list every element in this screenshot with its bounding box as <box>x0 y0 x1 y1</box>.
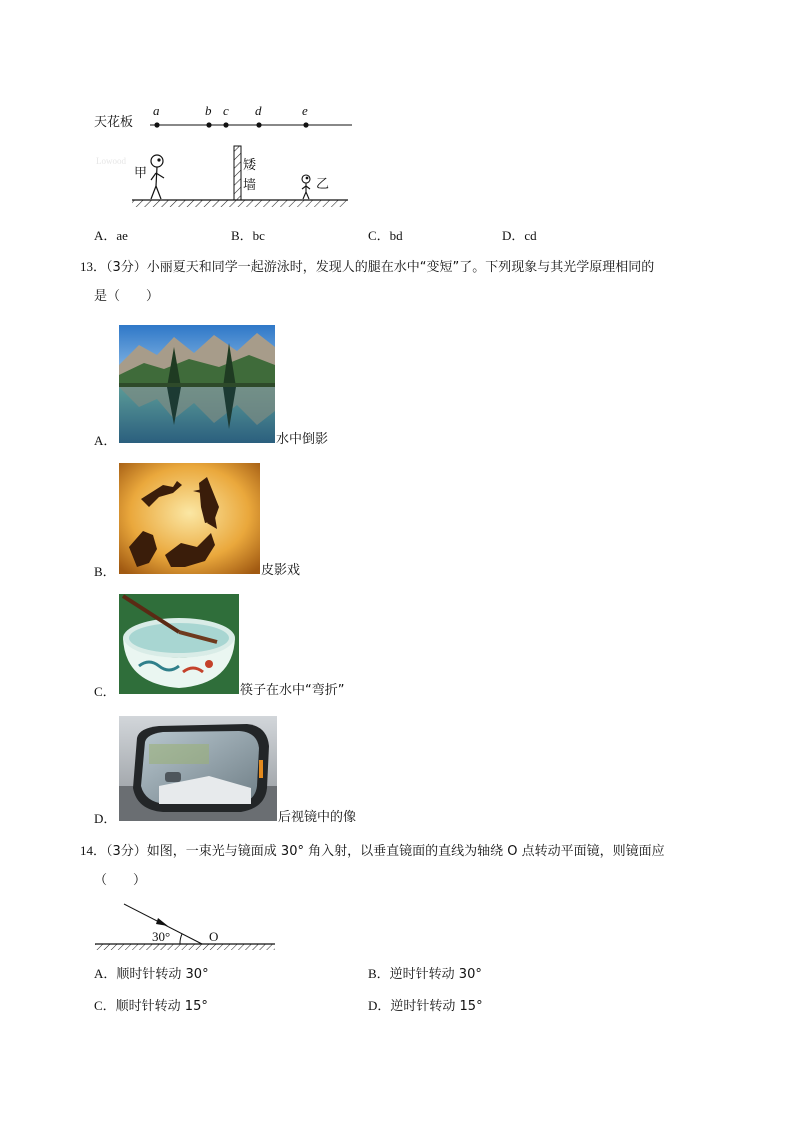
q14-option-a-letter: A． <box>94 966 117 981</box>
q14-option-a-text: 顺时针转动 30° <box>116 967 209 982</box>
q14-stem <box>80 843 665 860</box>
point-c <box>223 122 228 127</box>
point-d <box>256 122 261 127</box>
point-e <box>303 122 308 127</box>
wall-label-2: 墙 <box>243 178 257 193</box>
q14-stem-line2: （ ） <box>94 873 147 888</box>
q12-option-b-text: bc <box>252 228 265 243</box>
q13-option-a-letter: A． <box>94 433 117 448</box>
q12-option-b-letter: B． <box>231 228 253 243</box>
q12-option-c-letter: C． <box>368 228 390 243</box>
q13-option-b-photo[interactable] <box>119 463 260 574</box>
q12-option-a-text: ae <box>116 228 128 243</box>
q13-option-d-caption: 后视镜中的像 <box>278 810 357 825</box>
q13-option-b-caption: 皮影戏 <box>261 563 301 578</box>
point-label-b: b <box>205 103 212 118</box>
q14-option-c[interactable] <box>94 998 208 1015</box>
point-label-a: a <box>153 103 160 118</box>
point-label-d: d <box>255 103 262 118</box>
q13-option-d-photo[interactable] <box>119 716 277 821</box>
low-wall <box>234 146 241 200</box>
q12-figure <box>90 100 360 212</box>
q14-option-d-text: 逆时针转动 15° <box>390 999 483 1014</box>
q13-stem <box>80 259 654 276</box>
q13-option-d-letter: D． <box>94 811 117 826</box>
mirror-hatch <box>95 944 275 950</box>
angle-arc <box>180 934 182 944</box>
q12-option-a[interactable] <box>94 228 128 244</box>
point-a <box>154 122 159 127</box>
ray-arrow-icon <box>156 918 168 926</box>
q14-option-c-text: 顺时针转动 15° <box>115 999 208 1014</box>
q13-score: （3分） <box>106 260 147 275</box>
q14-point-o-label: O <box>209 929 219 944</box>
q13-option-a-photo[interactable] <box>119 325 275 443</box>
point-label-e: e <box>302 103 308 118</box>
point-b <box>206 122 211 127</box>
q13-number: 13． <box>80 259 107 274</box>
faint-watermark: Lowood <box>96 156 126 166</box>
person-yi-icon <box>302 175 310 199</box>
q12-option-d-text: cd <box>524 228 537 243</box>
q13-stem-line2: 是（ ） <box>94 289 160 304</box>
q13-stem-line1: 小丽夏天和同学一起游泳时，发现人的腿在水中“变短”了。下列现象与其光学原理相同的 <box>146 260 655 275</box>
q12-option-d-letter: D． <box>502 228 525 243</box>
q12-option-a-letter: A． <box>94 228 117 243</box>
q14-option-d[interactable] <box>368 998 483 1015</box>
wall-label-1: 矮 <box>243 158 257 173</box>
q14-number: 14． <box>80 843 107 858</box>
q12-option-d[interactable] <box>502 228 537 244</box>
ceiling-label: 天花板 <box>94 115 134 130</box>
q14-angle-label: 30° <box>152 929 171 944</box>
q12-option-c-text: bd <box>389 228 403 243</box>
q14-stem-line1: 如图，一束光与镜面成 30° 角入射，以垂直镜面的直线为轴绕 O 点转动平面镜，则镜面应 <box>146 844 665 859</box>
person-yi-label: 乙 <box>316 177 330 192</box>
person-jia-label: 甲 <box>134 166 148 181</box>
q12-option-c[interactable] <box>368 228 403 244</box>
q14-option-b[interactable] <box>368 966 482 983</box>
q14-score: （3分） <box>106 844 147 859</box>
q13-option-a-caption: 水中倒影 <box>276 432 329 447</box>
point-label-c: c <box>223 103 229 118</box>
q13-option-b-letter: B． <box>94 564 116 579</box>
q13-option-c-caption: 筷子在水中“弯折” <box>240 683 345 698</box>
q14-figure-drawing <box>92 898 282 954</box>
person-jia-icon <box>151 155 164 199</box>
ground-hatch <box>132 200 348 207</box>
q13-option-c-photo[interactable] <box>119 594 239 694</box>
q14-option-d-letter: D． <box>368 998 391 1013</box>
q14-option-b-letter: B． <box>368 966 390 981</box>
q14-option-c-letter: C． <box>94 998 116 1013</box>
q14-option-a[interactable] <box>94 966 209 983</box>
q14-figure <box>92 898 282 954</box>
q12-option-b[interactable] <box>231 228 265 244</box>
q13-option-c-letter: C． <box>94 684 116 699</box>
q14-option-b-text: 逆时针转动 30° <box>389 967 482 982</box>
